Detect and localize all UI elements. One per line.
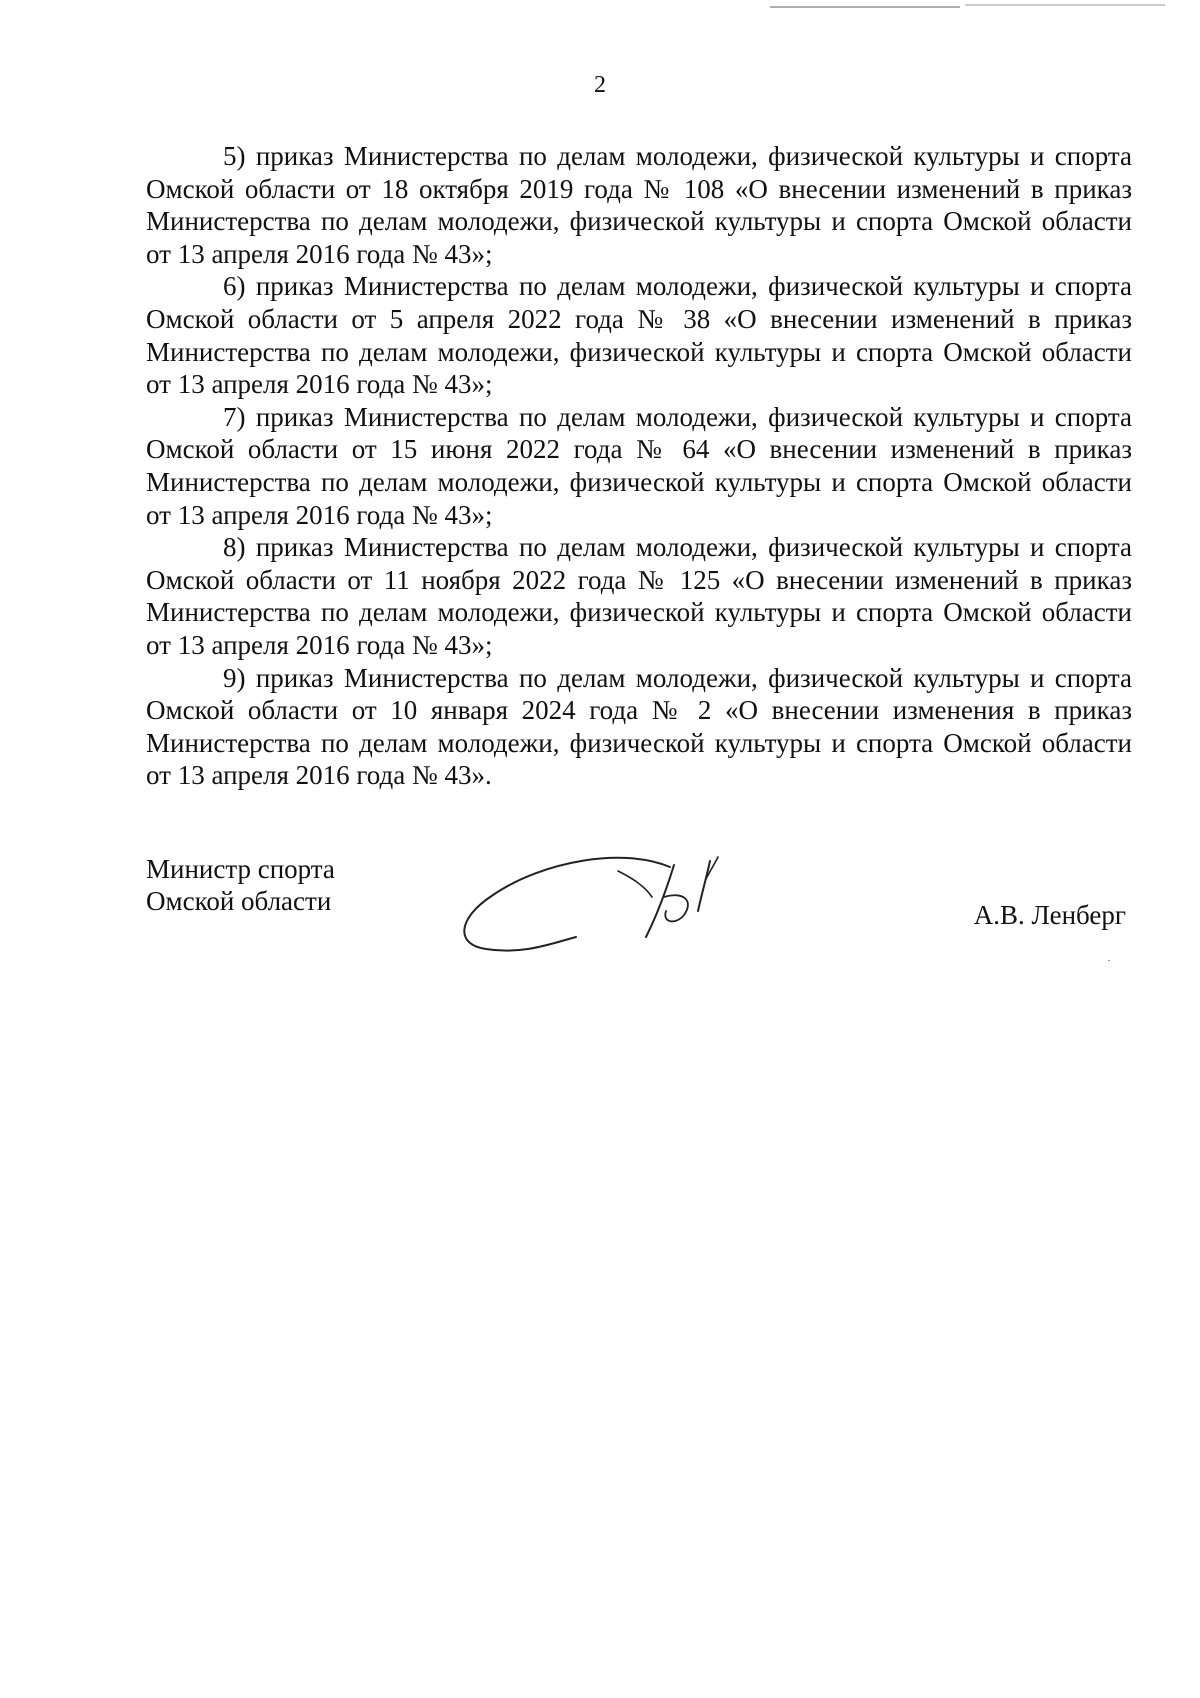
list-item-text: приказ Министерства по делам молодежи, физической культуры и спорта Омской области от 10 января 2024 года № 2 «О внесении изменения в приказ Министерства по делам молодежи, физической культуры и спорта Омской области от 13 апреля 2016 года № 43».	[146, 662, 1133, 791]
list-item-text: приказ Министерства по делам молодежи, физической культуры и спорта Омской области от 11 ноября 2022 года № 125 «О внесении изменений в приказ Министерства по делам молодежи, физической культуры и спорта Омской области от 13 апреля 2016 года № 43»;	[146, 532, 1133, 660]
scan-artifact-line	[770, 6, 960, 8]
list-item-number: 8)	[223, 532, 246, 563]
signer-position	[146, 853, 335, 917]
scan-artifact-dot	[1108, 960, 1110, 961]
list-item-text: приказ Министерства по делам молодежи, физической культуры и спорта Омской области от 18 октября 2019 года № 108 «О внесении изменений в приказ Министерства по делам молодежи, физической культуры и спорта Омской области от 13 апреля 2016 года № 43»;	[146, 141, 1133, 269]
signer-position-line: Омской области	[146, 886, 332, 916]
list-item-text: приказ Министерства по делам молодежи, физической культуры и спорта Омской области от 15 июня 2022 года № 64 «О внесении изменений в приказ Министерства по делам молодежи, физической культуры и спорта Омской области от 13 апреля 2016 года № 43»;	[146, 401, 1133, 530]
list-item-number: 7)	[223, 401, 246, 432]
list-item	[146, 531, 1132, 661]
signer-position-line: Министр спорта	[146, 854, 335, 884]
handwritten-signature	[448, 853, 748, 968]
signature-block	[146, 853, 1132, 973]
list-item	[146, 662, 1132, 792]
list-item-text: приказ Министерства по делам молодежи, физической культуры и спорта Омской области от 5 апреля 2022 года № 38 «О внесении изменений в приказ Министерства по делам молодежи, физической культуры и спорта Омской области от 13 апреля 2016 года № 43»;	[146, 271, 1133, 400]
list-item-number: 9)	[223, 662, 246, 693]
signer-name: А.В. Ленберг	[973, 900, 1126, 930]
list-item	[146, 140, 1132, 270]
list-item	[146, 270, 1132, 400]
page-number: 2	[594, 72, 606, 98]
list-item-number: 6)	[223, 271, 246, 302]
scan-artifact-line	[965, 4, 1165, 6]
document-body	[146, 140, 1132, 792]
list-item	[146, 401, 1132, 531]
list-item-number: 5)	[223, 141, 246, 171]
